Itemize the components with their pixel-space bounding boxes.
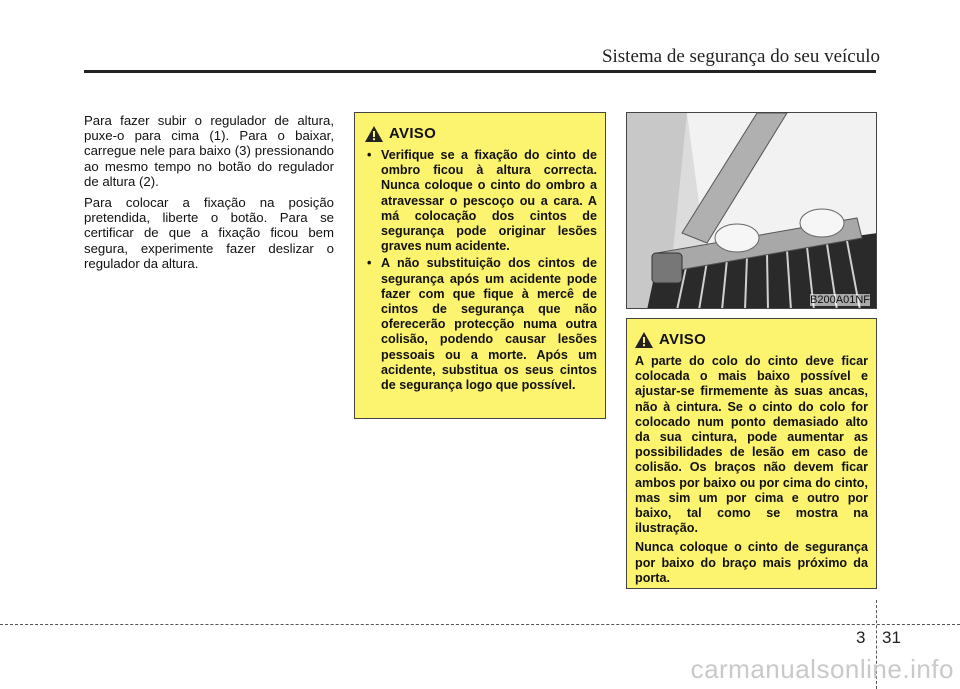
warning-box-2 [626,318,877,589]
warning-item: • A não substituição dos cintos de segurança após um acidente pode fazer com que fique à mercê de cintos de segurança que não oferecerão protecção numa outra colisão, podendo causar lesões pessoais ou a morte. Após um acidente, substitua os seus cintos de segurança logo que possível. [365,256,597,393]
warning-item: • Verifique se a fixação do cinto de ombro ficou à altura correcta. Nunca coloque o cinto do ombro a atravessar o pescoço ou a cara. A má colocação dos cintos de segurança pode originar lesões graves num acidente. [365,148,597,254]
warning-triangle-icon [365,126,383,142]
watermark: carmanualsonline.info [690,654,954,684]
illustration-code: B200A01NF [810,294,870,306]
footer-rule [0,624,960,625]
body-paragraph: Para colocar a fixação na posição pretendida, liberte o botão. Para se certificar de que a fixação ficou bem segura, experimente fazer deslizar o regulador da altura. [84,195,334,271]
warning-triangle-icon [635,332,653,348]
seatbelt-illustration [626,112,877,309]
warning-paragraph: A parte do colo do cinto deve ficar colocada o mais baixo possível e ajustar-se firmemente às suas ancas, não à cintura. Se o cinto do colo for colocado num ponto demasiado alto da sua cintura, pode aumentar as possibilidades de lesão em caso de colisão. Os braços não devem ficar ambos por baixo ou por cima do cinto, mas sim um por cima e outro por baixo, tal como se mostra na ilustração. [635,354,868,536]
warning-header [365,125,597,142]
chapter-number: 3 [856,628,866,647]
warning-title: AVISO [389,125,437,142]
seatbelt-drawing [627,113,877,309]
body-text-column [84,113,334,277]
section-title: Sistema de segurança do seu veículo [601,46,880,67]
warning-paragraph: Nunca coloque o cinto de segurança por baixo do braço mais próximo da porta. [635,540,868,585]
body-paragraph: Para fazer subir o regulador de altura, puxe-o para cima (1). Para o baixar, carregue nele para baixo (3) pressionando ao mesmo tempo no botão do regulador de altura (2). [84,113,334,189]
warning-list [365,148,597,393]
warning-header [635,331,868,348]
warning-title: AVISO [659,331,707,348]
warning-box-1 [354,112,606,419]
page-number: 31 [882,628,901,647]
header-rule [84,70,876,73]
